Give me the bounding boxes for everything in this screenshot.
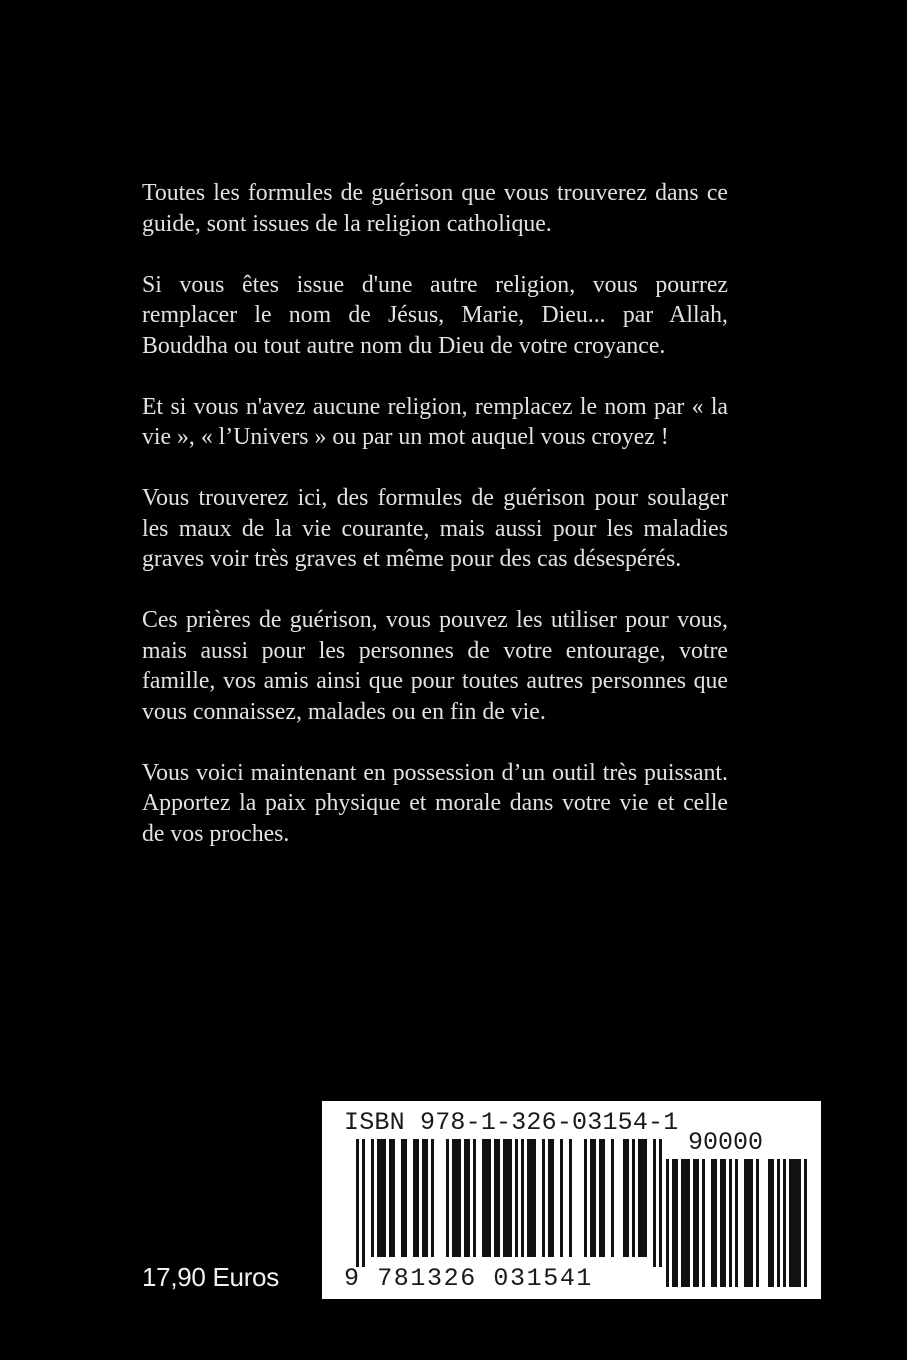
barcode-bar — [702, 1159, 705, 1287]
barcode-bar — [473, 1139, 476, 1257]
barcode-bar — [720, 1159, 726, 1287]
barcode-bar — [482, 1139, 491, 1257]
barcode-bar — [494, 1139, 500, 1257]
barcode-bar — [659, 1139, 662, 1267]
paragraph-1: Toutes les formules de guérison que vous trouverez dans ce guide, sont issues de la religion catholique. — [142, 180, 728, 237]
barcode-bar — [711, 1159, 717, 1287]
barcode-bar — [638, 1139, 647, 1257]
ean-digits: 9 781326 031541 — [344, 1264, 594, 1293]
barcode-bar — [804, 1159, 807, 1287]
barcode-bar — [515, 1139, 518, 1257]
isbn-barcode — [322, 1101, 821, 1299]
barcode-bar — [548, 1139, 554, 1257]
barcode-bar — [377, 1139, 386, 1257]
addon-digits: 90000 — [688, 1128, 764, 1157]
barcode-bar — [599, 1139, 605, 1257]
barcode-bar — [371, 1139, 374, 1257]
barcode-bar — [356, 1139, 359, 1267]
paragraph-4: Vous trouverez ici, des formules de guérison pour soulager les maux de la vie courante, mais aussi pour les maladies graves voir très graves et même pour des cas désespérés. — [142, 485, 728, 572]
barcode-bar — [389, 1139, 395, 1257]
barcode-bar — [401, 1139, 407, 1257]
barcode-bar — [431, 1139, 434, 1257]
back-cover-text — [142, 178, 728, 880]
barcode-bar — [413, 1139, 419, 1257]
barcode-bar — [503, 1139, 512, 1257]
barcode-bar — [569, 1139, 572, 1257]
price-label: 17,90 Euros — [142, 1262, 279, 1292]
barcode-bar — [666, 1159, 669, 1287]
barcode-bar — [542, 1139, 545, 1257]
barcode-bar — [756, 1159, 759, 1287]
barcode-bar — [422, 1139, 428, 1257]
barcode-bar — [735, 1159, 738, 1287]
barcode-bar — [521, 1139, 524, 1257]
paragraph-3: Et si vous n'avez aucune religion, remplacez le nom par « la vie », « l’Univers » ou par un mot auquel vous croyez ! — [142, 393, 728, 450]
barcode-bar — [362, 1139, 365, 1267]
barcode-bar — [693, 1159, 699, 1287]
isbn-label: ISBN 978-1-326-03154-1 — [344, 1108, 679, 1137]
barcode-bar — [789, 1159, 801, 1287]
barcode-bar — [653, 1139, 656, 1267]
barcode-bar — [590, 1139, 596, 1257]
paragraph-6: Vous voici maintenant en possession d’un outil très puissant. Apportez la paix physique et morale dans votre vie et celle de vos proches. — [142, 759, 728, 847]
barcode-bar — [623, 1139, 629, 1257]
barcode-bar — [777, 1159, 780, 1287]
barcode-bar — [768, 1159, 774, 1287]
barcode-bar — [527, 1139, 536, 1257]
barcode-bar — [783, 1159, 786, 1287]
barcode-bar — [681, 1159, 690, 1287]
barcode-bar — [744, 1159, 753, 1287]
barcode-bar — [611, 1139, 614, 1257]
paragraph-2: Si vous êtes issue d'une autre religion, vous pourrez remplacer le nom de Jésus, Marie, Dieu... par Allah, Bouddha ou tout autre nom du Dieu de votre croyance. — [142, 271, 728, 359]
barcode-bar — [452, 1139, 461, 1257]
barcode-bar — [672, 1159, 678, 1287]
barcode-bar — [632, 1139, 635, 1257]
barcode-bar — [560, 1139, 563, 1257]
barcode-bar — [584, 1139, 587, 1257]
barcode-bar — [464, 1139, 470, 1257]
paragraph-5: Ces prières de guérison, vous pouvez les utiliser pour vous, mais aussi pour les personnes de votre entourage, votre famille, vos amis ainsi que pour toutes autres personnes que vous connaissez, malades ou en fin de vie. — [142, 607, 728, 725]
barcode-bar — [729, 1159, 732, 1287]
barcode-bar — [446, 1139, 449, 1257]
